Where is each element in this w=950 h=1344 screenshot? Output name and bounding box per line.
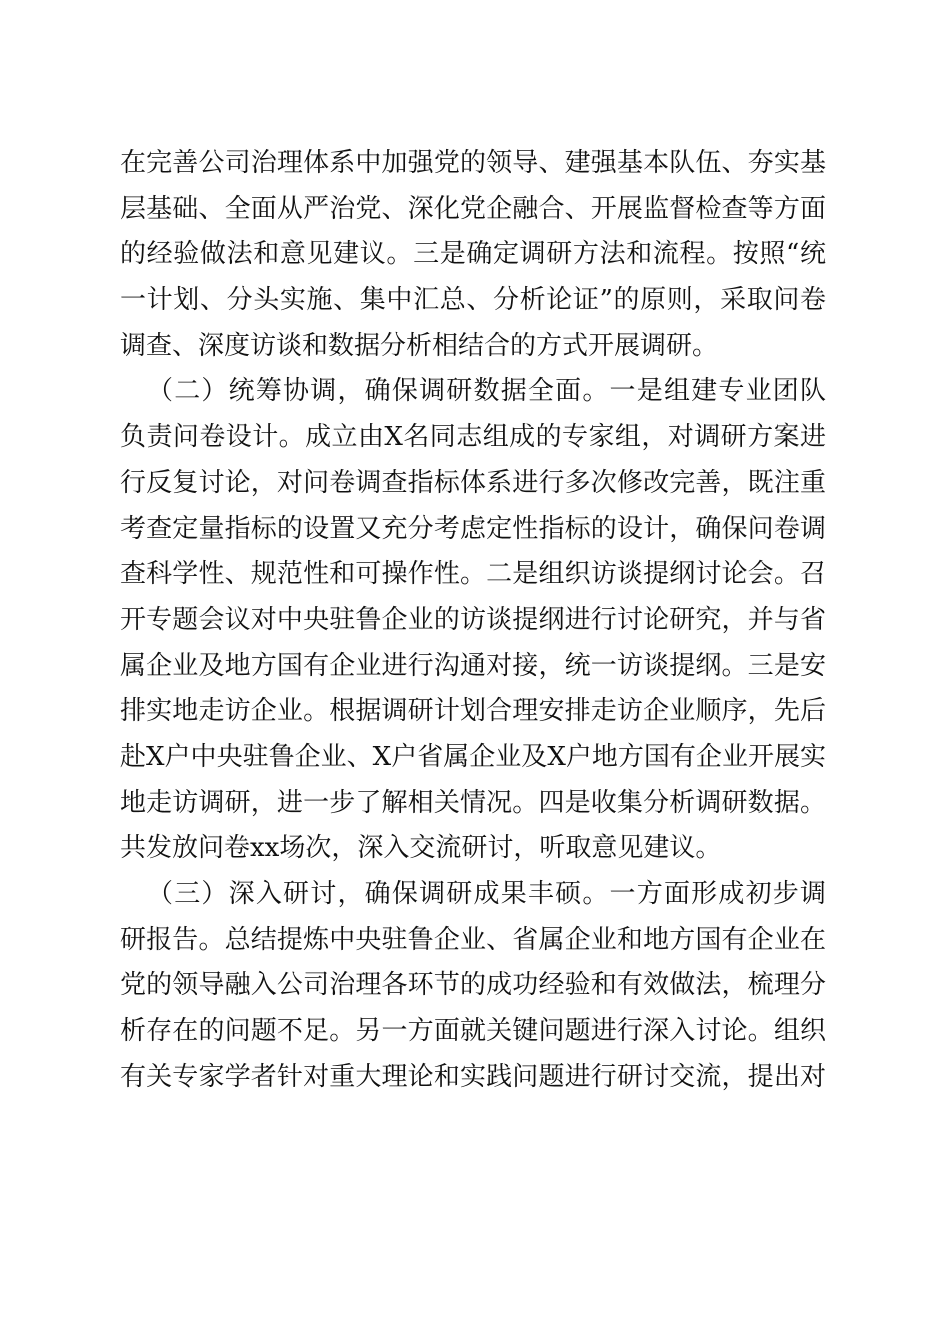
text-line: 排实地走访企业。根据调研计划合理安排走访企业顺序，先后 xyxy=(120,696,826,727)
body-text xyxy=(120,141,826,1100)
text-line: 共发放问卷xx场次，深入交流研讨，听取意见建议。 xyxy=(120,833,722,864)
text-line: 党的领导融入公司治理各环节的成功经验和有效做法，梳理分 xyxy=(120,970,826,1001)
section-heading-line: （三）深入研讨，确保调研成果丰硕。一方面形成初步调 xyxy=(147,879,826,909)
text-line: 在完善公司治理体系中加强党的领导、建强基本队伍、夯实基 xyxy=(120,148,826,178)
section-heading-line: （二）统筹协调，确保调研数据全面。一是组建专业团队 xyxy=(147,376,826,407)
text-line: 析存在的问题不足。另一方面就关键问题进行深入讨论。组织 xyxy=(120,1016,826,1047)
text-line: 属企业及地方国有企业进行沟通对接，统一访谈提纲。三是安 xyxy=(120,650,826,681)
text-line: 行反复讨论，对问卷调查指标体系进行多次修改完善，既注重 xyxy=(120,467,826,498)
text-line: 研报告。总结提炼中央驻鲁企业、省属企业和地方国有企业在 xyxy=(120,924,826,955)
text-line: 层基础、全面从严治党、深化党企融合、开展监督检查等方面 xyxy=(120,193,826,224)
text-line: 开专题会议对中央驻鲁企业的访谈提纲进行讨论研究，并与省 xyxy=(120,604,826,635)
text-line: 负责问卷设计。成立由X名同志组成的专家组，对调研方案进 xyxy=(120,422,826,453)
text-line: 有关专家学者针对重大理论和实践问题进行研讨交流，提出对 xyxy=(120,1061,826,1092)
text-line: 查科学性、规范性和可操作性。二是组织访谈提纲讨论会。召 xyxy=(120,559,826,590)
text-line: 地走访调研，进一步了解相关情况。四是收集分析调研数据。 xyxy=(120,787,826,818)
text-line: 调查、深度访谈和数据分析相结合的方式开展调研。 xyxy=(120,330,719,361)
text-line: 一计划、分头实施、集中汇总、分析论证”的原则，采取问卷 xyxy=(120,285,826,316)
text-line: 赴X户中央驻鲁企业、X户省属企业及X户地方国有企业开展实 xyxy=(120,741,826,772)
text-line: 的经验做法和意见建议。三是确定调研方法和流程。按照“统 xyxy=(120,239,826,270)
text-line: 考查定量指标的设置又充分考虑定性指标的设计，确保问卷调 xyxy=(120,513,826,544)
